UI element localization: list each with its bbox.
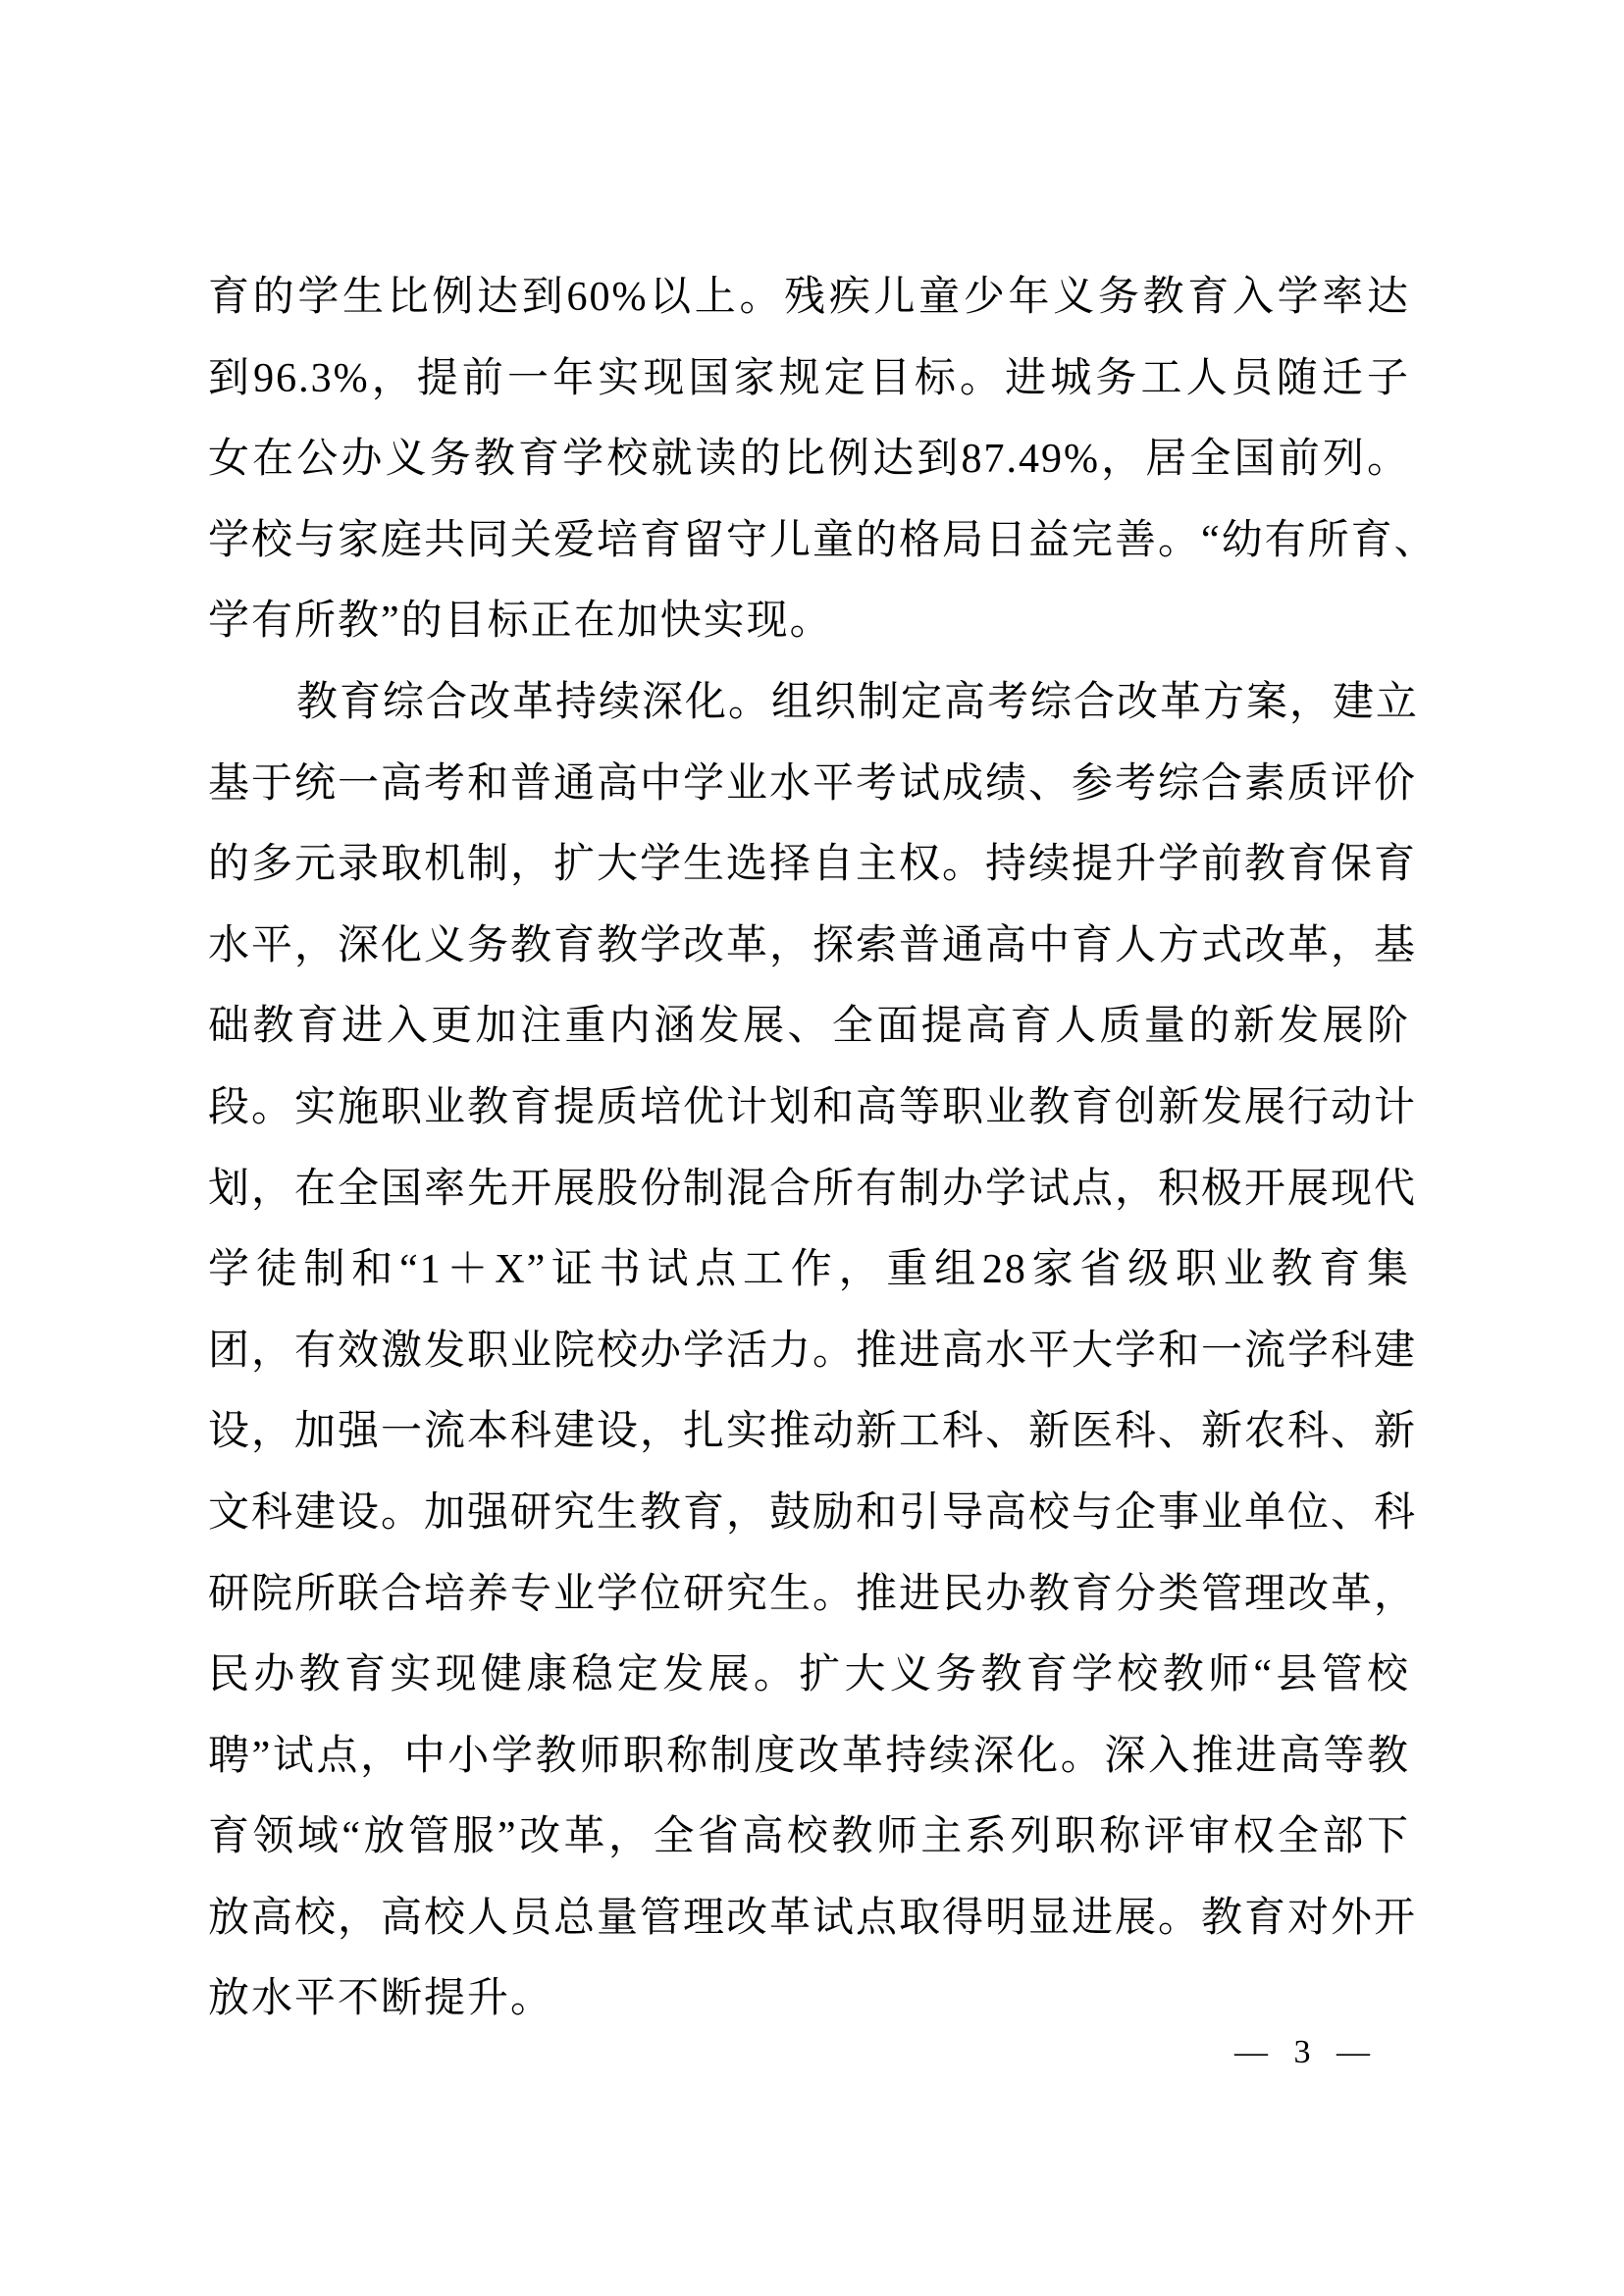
text-line: 文科建设。加强研究生教育，鼓励和引导高校与企事业单位、科	[208, 1489, 1418, 1536]
text-line: 基于统一高考和普通高中学业水平考试成绩、参考综合素质评价	[208, 760, 1418, 807]
text-line: 放高校，高校人员总量管理改革试点取得明显进展。教育对外开	[208, 1895, 1418, 1941]
text-line: 段。实施职业教育提质培优计划和高等职业教育创新发展行动计	[208, 1084, 1418, 1130]
text-line: 学校与家庭共同关爱培育留守儿童的格局日益完善。“幼有所育、	[208, 517, 1438, 563]
text-line: 的多元录取机制，扩大学生选择自主权。持续提升学前教育保育	[208, 842, 1418, 888]
text-line: 团，有效激发职业院校办学活力。推进高水平大学和一流学科建	[208, 1328, 1418, 1374]
text-line-paragraph-start: 教育综合改革持续深化。组织制定高考综合改革方案，建立	[296, 679, 1420, 725]
text-line: 础教育进入更加注重内涵发展、全面提高育人质量的新发展阶	[208, 1004, 1410, 1050]
text-line-paragraph-end: 放水平不断提升。	[208, 1976, 554, 2022]
text-line: 到96.3%，提前一年实现国家规定目标。进城务工人员随迁子	[208, 355, 1410, 401]
text-line: 划，在全国率先开展股份制混合所有制办学试点，积极开展现代	[208, 1166, 1418, 1212]
text-line: 聘”试点，中小学教师职称制度改革持续深化。深入推进高等教	[208, 1733, 1410, 1779]
text-line: 育领域“放管服”改革，全省高校教师主系列职称评审权全部下	[208, 1814, 1410, 1860]
text-line: 民办教育实现健康稳定发展。扩大义务教育学校教师“县管校	[208, 1652, 1410, 1698]
text-line: 学徒制和“1＋X”证书试点工作，重组28家省级职业教育集	[208, 1247, 1410, 1293]
text-line-paragraph-end: 学有所教”的目标正在加快实现。	[208, 599, 833, 645]
text-line: 设，加强一流本科建设，扎实推动新工科、新医科、新农科、新	[208, 1409, 1418, 1455]
page-number: — 3 —	[1234, 2034, 1370, 2070]
text-line: 育的学生比例达到60%以上。残疾儿童少年义务教育入学率达	[208, 275, 1410, 320]
text-line: 水平，深化义务教育教学改革，探索普通高中育人方式改革，基	[208, 922, 1418, 968]
text-line: 研院所联合培养专业学位研究生。推进民办教育分类管理改革，	[208, 1571, 1418, 1617]
text-line: 女在公办义务教育学校就读的比例达到87.49%，居全国前列。	[208, 437, 1410, 483]
body-text-block	[208, 257, 1438, 2040]
